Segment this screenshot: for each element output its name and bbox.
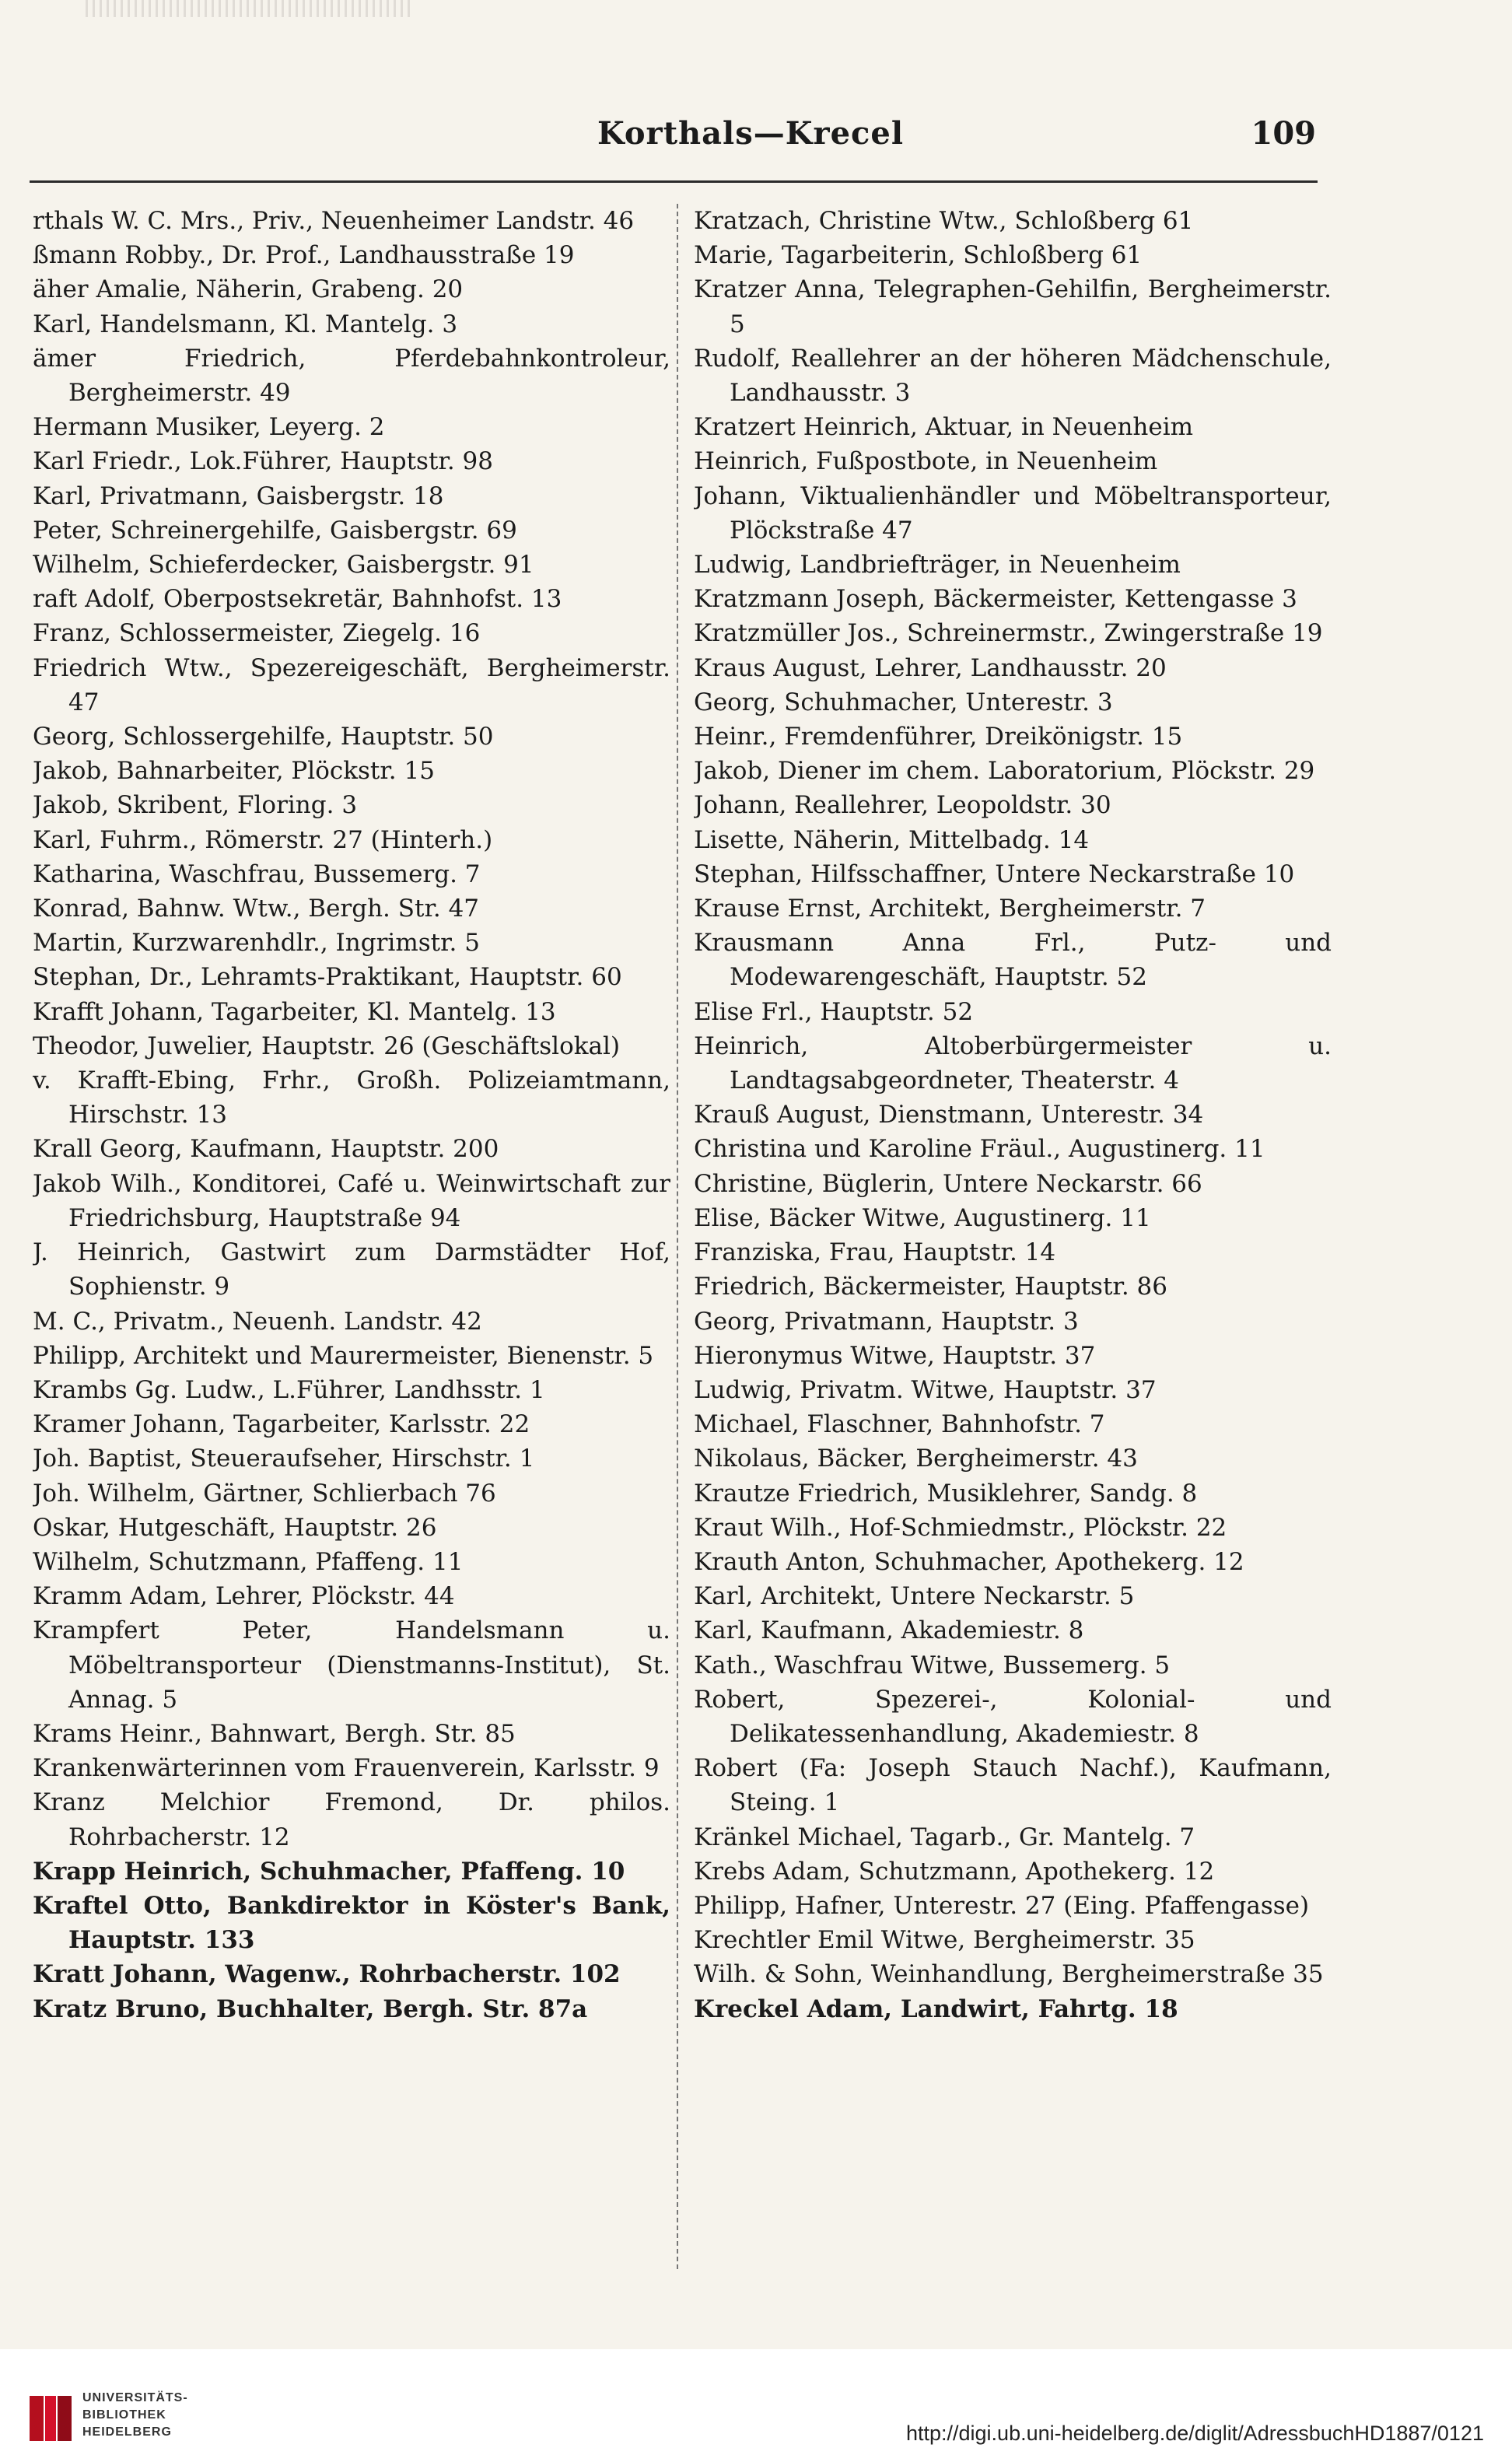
directory-entry: Kraut Wilh., Hof-Schmiedmstr., Plöckstr. 22: [694, 1513, 1227, 1542]
directory-entry: Krause Ernst, Architekt, Bergheimerstr. 7: [694, 895, 1206, 923]
directory-entry: Kratz Bruno, Buchhalter, Bergh. Str. 87a: [33, 1994, 588, 2023]
directory-entry: Katharina, Waschfrau, Bussemerg. 7: [33, 860, 481, 888]
directory-entry: Friedrich Wtw., Spezereigeschäft, Bergheimerstr. 47: [33, 653, 670, 716]
directory-entry: Georg, Privatmann, Hauptstr. 3: [694, 1307, 1079, 1336]
library-name-line3: HEIDELBERG: [82, 2425, 172, 2439]
directory-entry: J. Heinrich, Gastwirt zum Darmstädter Hof, Sophienstr. 9: [33, 1238, 670, 1301]
directory-entry: Krautze Friedrich, Musiklehrer, Sandg. 8: [694, 1479, 1198, 1508]
directory-entry: Wilhelm, Schutzmann, Pfaffeng. 11: [33, 1547, 464, 1576]
directory-entry: Kratzmann Joseph, Bäckermeister, Kettengasse 3: [694, 585, 1297, 614]
directory-entry: Kramer Johann, Tagarbeiter, Karlsstr. 22: [33, 1410, 530, 1439]
directory-entry: raft Adolf, Oberpostsekretär, Bahnhofst. 13: [33, 585, 562, 614]
directory-entry: Christine, Büglerin, Untere Neckarstr. 66: [694, 1169, 1202, 1198]
directory-entry: Marie, Tagarbeiterin, Schloßberg 61: [694, 241, 1143, 270]
header-rule: [30, 180, 1318, 183]
directory-entry: Karl Friedr., Lok.Führer, Hauptstr. 98: [33, 447, 493, 476]
library-logo-icon: [26, 2393, 75, 2444]
directory-entry: Wilhelm, Schieferdecker, Gaisbergstr. 91: [33, 551, 534, 580]
directory-entry: Jakob Wilh., Konditorei, Café u. Weinwirtschaft zur Friedrichsburg, Hauptstraße 94: [33, 1169, 670, 1232]
left-column: [33, 204, 670, 2273]
directory-entry: Rudolf, Reallehrer an der höheren Mädchenschule, Landhausstr. 3: [694, 344, 1332, 408]
directory-entry: Theodor, Juwelier, Hauptstr. 26 (Geschäftslokal): [33, 1031, 621, 1060]
directory-entry: Georg, Schlossergehilfe, Hauptstr. 50: [33, 723, 494, 751]
directory-entry: Kreckel Adam, Landwirt, Fahrtg. 18: [694, 1994, 1178, 2023]
directory-entry: M. C., Privatm., Neuenh. Landstr. 42: [33, 1307, 482, 1336]
directory-entry: Jakob, Diener im chem. Laboratorium, Plöckstr. 29: [694, 757, 1315, 786]
library-name-line1: UNIVERSITÄTS-: [82, 2391, 188, 2404]
directory-entry: Ludwig, Privatm. Witwe, Hauptstr. 37: [694, 1375, 1157, 1404]
directory-entry: Georg, Schuhmacher, Unterestr. 3: [694, 688, 1113, 716]
directory-entry: Martin, Kurzwarenhdlr., Ingrimstr. 5: [33, 929, 480, 958]
directory-entry: Lisette, Näherin, Mittelbadg. 14: [694, 825, 1090, 854]
directory-entry: Krapp Heinrich, Schuhmacher, Pfaffeng. 10: [33, 1857, 625, 1886]
directory-entry: Kratzer Anna, Telegraphen-Gehilfin, Bergheimerstr. 5: [694, 275, 1332, 338]
directory-entry: ßmann Robby., Dr. Prof., Landhausstraße 19: [33, 241, 575, 270]
directory-entry: Oskar, Hutgeschäft, Hauptstr. 26: [33, 1513, 437, 1542]
source-url[interactable]: http://digi.ub.uni-heidelberg.de/diglit/AdressbuchHD1887/0121: [905, 2422, 1484, 2445]
directory-entry: Konrad, Bahnw. Wtw., Bergh. Str. 47: [33, 895, 480, 923]
directory-entry: Hermann Musiker, Leyerg. 2: [33, 413, 385, 442]
directory-entry: Elise, Bäcker Witwe, Augustinerg. 11: [694, 1203, 1151, 1232]
directory-entry: Kratzach, Christine Wtw., Schloßberg 61: [694, 207, 1194, 235]
directory-entry: ämer Friedrich, Pferdebahnkontroleur, Bergheimerstr. 49: [33, 344, 670, 408]
directory-entry: Kranz Melchior Fremond, Dr. philos. Rohrbacherstr. 12: [33, 1788, 670, 1851]
directory-entry: Kramm Adam, Lehrer, Plöckstr. 44: [33, 1582, 455, 1611]
page-number: 109: [1251, 115, 1316, 152]
directory-entry: Christina und Karoline Fräul., Augustinerg. 11: [694, 1135, 1265, 1164]
directory-entry: Hieronymus Witwe, Hauptstr. 37: [694, 1341, 1096, 1370]
directory-entry: Wilh. & Sohn, Weinhandlung, Bergheimerstraße 35: [694, 1960, 1324, 1989]
directory-entry: Philipp, Architekt und Maurermeister, Bienenstr. 5: [33, 1341, 654, 1370]
directory-entry: Karl, Kaufmann, Akademiestr. 8: [694, 1616, 1084, 1645]
footer: [0, 2349, 1512, 2462]
directory-entry: Krafft Johann, Tagarbeiter, Kl. Mantelg. 13: [33, 997, 556, 1026]
directory-entry: Karl, Fuhrm., Römerstr. 27 (Hinterh.): [33, 825, 493, 854]
directory-entry: Krams Heinr., Bahnwart, Bergh. Str. 85: [33, 1719, 516, 1748]
directory-entry: Krausmann Anna Frl., Putz- und Modewarengeschäft, Hauptstr. 52: [694, 929, 1332, 992]
directory-entry: Krauß August, Dienstmann, Unterestr. 34: [694, 1101, 1204, 1129]
directory-entry: Karl, Architekt, Untere Neckarstr. 5: [694, 1582, 1135, 1611]
directory-entry: äher Amalie, Näherin, Grabeng. 20: [33, 275, 464, 304]
running-title: Korthals—Krecel: [597, 115, 905, 152]
directory-entry: v. Krafft-Ebing, Frhr., Großh. Polizeiamtmann, Hirschstr. 13: [33, 1066, 670, 1129]
directory-entry: Krankenwärterinnen vom Frauenverein, Karlsstr. 9: [33, 1754, 660, 1783]
directory-entry: Kratzmüller Jos., Schreinermstr., Zwingerstraße 19: [694, 619, 1323, 648]
directory-entry: Kränkel Michael, Tagarb., Gr. Mantelg. 7: [694, 1823, 1195, 1851]
directory-entry: Karl, Privatmann, Gaisbergstr. 18: [33, 482, 444, 510]
directory-entry: Kratzert Heinrich, Aktuar, in Neuenheim: [694, 413, 1194, 442]
directory-entry: Heinr., Fremdenführer, Dreikönigstr. 15: [694, 723, 1183, 751]
directory-entry: Franz, Schlossermeister, Ziegelg. 16: [33, 619, 481, 648]
directory-entry: Joh. Baptist, Steueraufseher, Hirschstr. 1: [33, 1445, 535, 1473]
directory-entry: Krechtler Emil Witwe, Bergheimerstr. 35: [694, 1926, 1195, 1955]
directory-entry: Stephan, Dr., Lehramts-Praktikant, Hauptstr. 60: [33, 963, 622, 992]
directory-entry: Heinrich, Altoberbürgermeister u. Landtagsabgeordneter, Theaterstr. 4: [694, 1031, 1332, 1095]
directory-entry: Peter, Schreinergehilfe, Gaisbergstr. 69: [33, 516, 517, 545]
directory-entry: Jakob, Bahnarbeiter, Plöckstr. 15: [33, 757, 435, 786]
column-divider: [677, 204, 678, 2269]
directory-entry: Robert (Fa: Joseph Stauch Nachf.), Kaufmann, Steing. 1: [694, 1754, 1332, 1817]
directory-entry: Joh. Wilhelm, Gärtner, Schlierbach 76: [33, 1479, 496, 1508]
directory-entry: Krebs Adam, Schutzmann, Apothekerg. 12: [694, 1857, 1215, 1886]
directory-entry: Ludwig, Landbriefträger, in Neuenheim: [694, 551, 1181, 580]
running-head: [0, 115, 1512, 162]
directory-entry: Johann, Viktualienhändler und Möbeltransporteur, Plöckstraße 47: [694, 482, 1332, 545]
directory-entry: Nikolaus, Bäcker, Bergheimerstr. 43: [694, 1445, 1138, 1473]
directory-entry: Johann, Reallehrer, Leopoldstr. 30: [694, 791, 1111, 820]
directory-entry: Karl, Handelsmann, Kl. Mantelg. 3: [33, 310, 458, 338]
directory-entry: Robert, Spezerei-, Kolonial- und Delikatessenhandlung, Akademiestr. 8: [694, 1685, 1332, 1748]
directory-entry: Philipp, Hafner, Unterestr. 27 (Eing. Pfaffengasse): [694, 1891, 1310, 1920]
library-name: [82, 2390, 188, 2441]
directory-entry: Jakob, Skribent, Floring. 3: [33, 791, 358, 820]
directory-entry: Heinrich, Fußpostbote, in Neuenheim: [694, 447, 1158, 476]
library-logo: [26, 2387, 225, 2453]
directory-entry: Michael, Flaschner, Bahnhofstr. 7: [694, 1410, 1105, 1439]
directory-entry: Krall Georg, Kaufmann, Hauptstr. 200: [33, 1135, 499, 1164]
directory-entry: rthals W. C. Mrs., Priv., Neuenheimer Landstr. 46: [33, 207, 635, 235]
library-name-line2: BIBLIOTHEK: [82, 2408, 166, 2422]
directory-entry: Kraus August, Lehrer, Landhausstr. 20: [694, 653, 1167, 682]
directory-entry: Friedrich, Bäckermeister, Hauptstr. 86: [694, 1273, 1167, 1301]
directory-entry: Krambs Gg. Ludw., L.Führer, Landhsstr. 1: [33, 1375, 545, 1404]
directory-entry: Kraftel Otto, Bankdirektor in Köster's Bank, Hauptstr. 133: [33, 1891, 670, 1955]
scan-noise: [86, 0, 412, 17]
directory-entry: Franziska, Frau, Hauptstr. 14: [694, 1238, 1056, 1267]
directory-entry: Krauth Anton, Schuhmacher, Apothekerg. 12: [694, 1547, 1244, 1576]
directory-entry: Elise Frl., Hauptstr. 52: [694, 997, 974, 1026]
directory-entry: Kratt Johann, Wagenw., Rohrbacherstr. 102: [33, 1960, 621, 1989]
directory-entry: Krampfert Peter, Handelsmann u. Möbeltransporteur (Dienstmanns-Institut), St. Annag. 5: [33, 1616, 670, 1714]
directory-entry: Kath., Waschfrau Witwe, Bussemerg. 5: [694, 1651, 1171, 1679]
right-column: [694, 204, 1332, 2273]
directory-entry: Stephan, Hilfsschaffner, Untere Neckarstraße 10: [694, 860, 1295, 888]
